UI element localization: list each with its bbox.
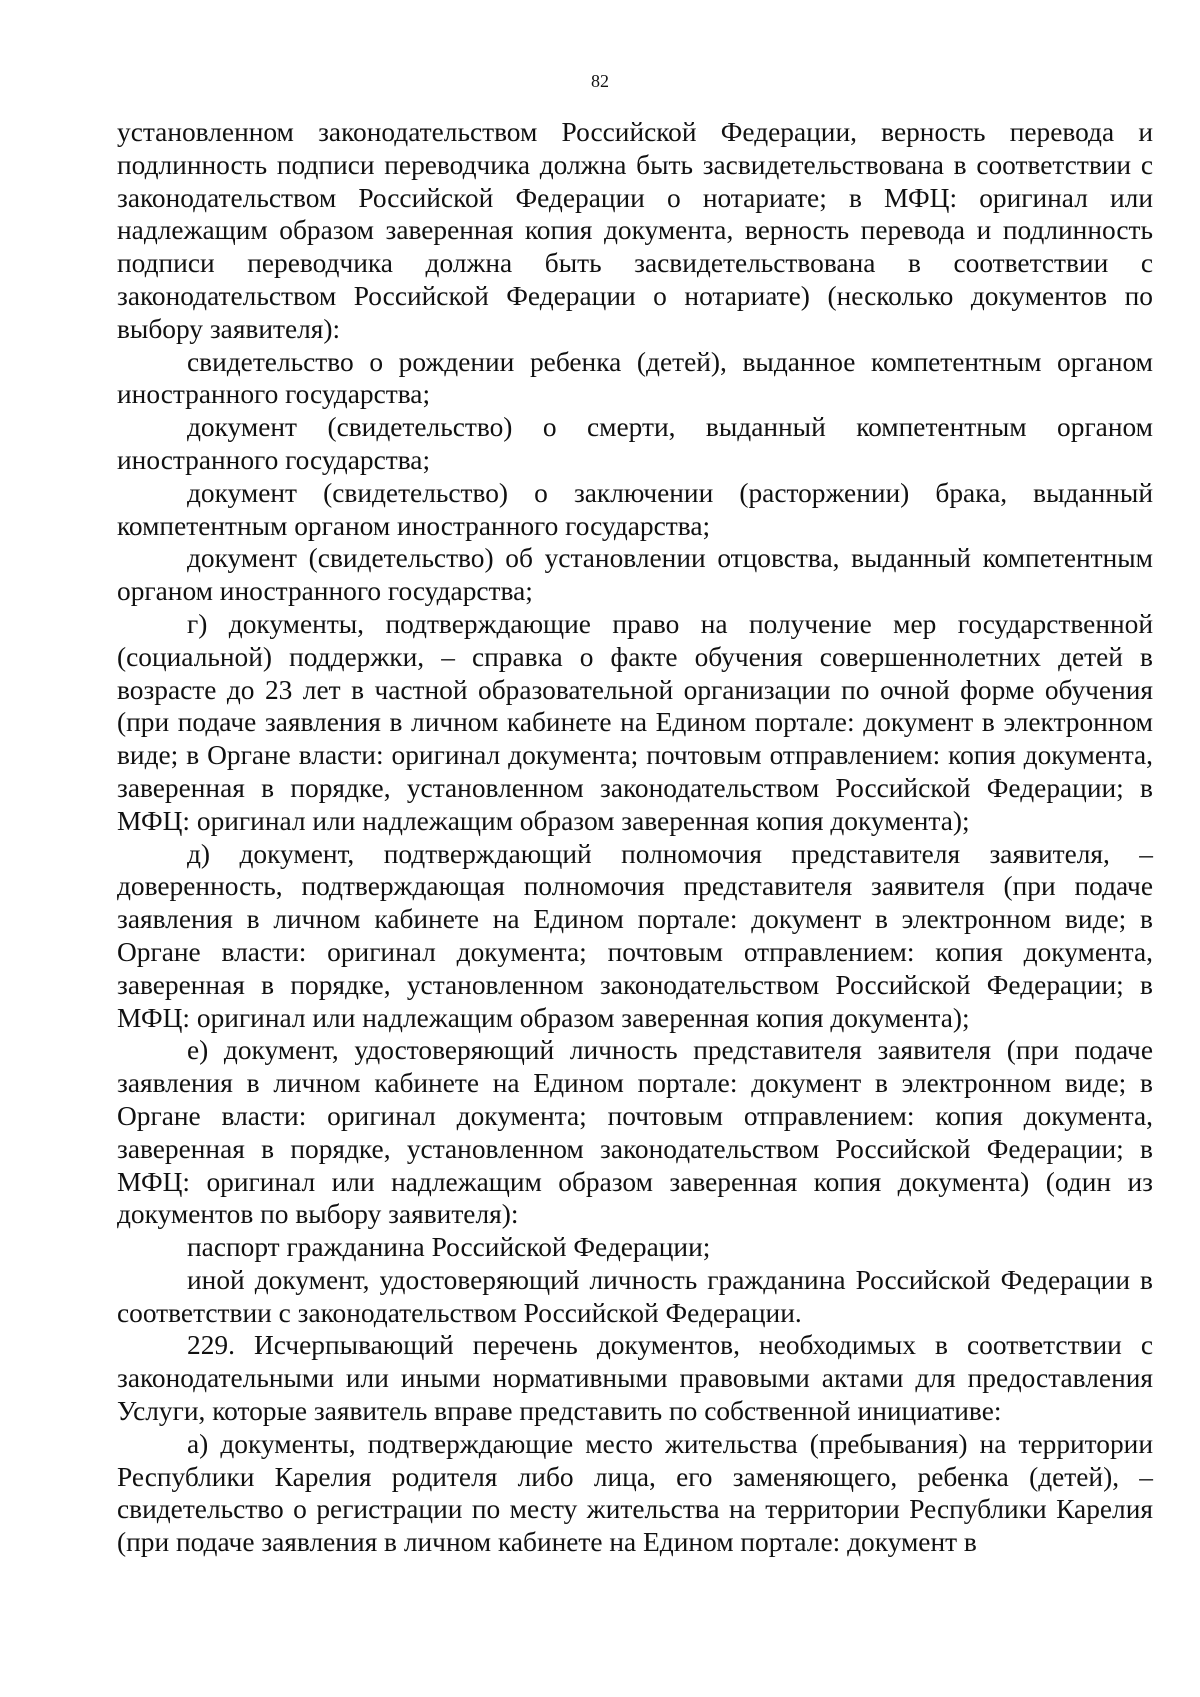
- paragraph: документ (свидетельство) о заключении (расторжении) брака, выданный компетентным органом иностранного государства;: [117, 477, 1153, 541]
- paragraph: свидетельство о рождении ребенка (детей), выданное компетентным органом иностранного государства;: [117, 346, 1153, 410]
- document-body: [117, 116, 1153, 1559]
- paragraph: документ (свидетельство) об установлении отцовства, выданный компетентным органом иностранного государства;: [117, 543, 1153, 607]
- page-number: 82: [591, 71, 609, 91]
- paragraph: паспорт гражданина Российской Федерации;: [187, 1232, 711, 1263]
- paragraph: г) документы, подтверждающие право на получение мер государственной (социальной) поддержки, – справка о факте обучения совершеннолетних детей в возрасте до 23 лет в частной образовательной организации по очной форме обучения (при подаче заявления в личном кабинете на Едином портале: документ в электронном виде; в Органе власти: оригинал документа; почтовым отправлением: копия документа, заверенная в порядке, установленном законодательством Российской Федерации; в МФЦ: оригинал или надлежащим образом заверенная копия документа);: [117, 608, 1153, 836]
- paragraph: 229. Исчерпывающий перечень документов, необходимых в соответствии с законодательными или иными нормативными правовыми актами для предоставления Услуги, которые заявитель вправе представить по собственной инициативе:: [117, 1330, 1153, 1427]
- paragraph: е) документ, удостоверяющий личность представителя заявителя (при подаче заявления в личном кабинете на Едином портале: документ в электронном виде; в Органе власти: оригинал документа; почтовым отправлением: копия документа, заверенная в порядке, установленном законодательством Российской Федерации; в МФЦ: оригинал или надлежащим образом заверенная копия документа) (один из документов по выбору заявителя):: [117, 1035, 1153, 1230]
- paragraph: документ (свидетельство) о смерти, выданный компетентным органом иностранного государства;: [117, 412, 1153, 475]
- paragraph: иной документ, удостоверяющий личность гражданина Российской Федерации в соответствии с законодательством Российской Федерации.: [117, 1264, 1153, 1328]
- paragraph: а) документы, подтверждающие место жительства (пребывания) на территории Республики Карелия родителя либо лица, его заменяющего, ребенка (детей), – свидетельство о регистрации по месту жительства на территории Республики Карелия (при подаче заявления в личном кабинете на Едином портале: документ в: [117, 1428, 1153, 1558]
- paragraph: д) документ, подтверждающий полномочия представителя заявителя, – доверенность, подтверждающая полномочия представителя заявителя (при подаче заявления в личном кабинете на Едином портале: документ в электронном виде; в Органе власти: оригинал документа; почтовым отправлением: копия документа, заверенная в порядке, установленном законодательством Российской Федерации; в МФЦ: оригинал или надлежащим образом заверенная копия документа);: [117, 838, 1153, 1033]
- paragraph: установленном законодательством Российской Федерации, верность перевода и подлинность подписи переводчика должна быть засвидетельствована в соответствии с законодательством Российской Федерации о нотариате; в МФЦ: оригинал или надлежащим образом заверенная копия документа, верность перевода и подлинность подписи переводчика должна быть засвидетельствована в соответствии с законодательством Российской Федерации о нотариате) (несколько документов по выбору заявителя):: [117, 117, 1153, 344]
